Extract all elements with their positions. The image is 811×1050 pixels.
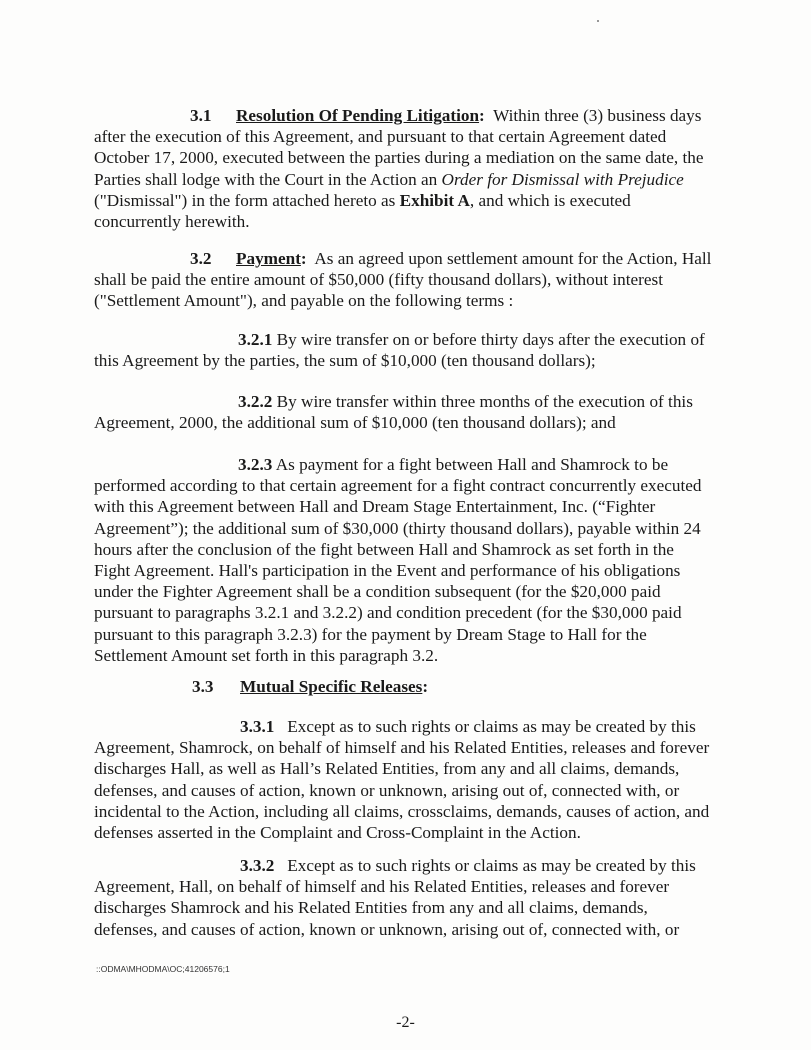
text-line: ("Settlement Amount"), and payable on the following terms : [94, 291, 514, 311]
colon: : [422, 677, 429, 696]
text-line: performed according to that certain agreement for a fight contract concurrently executed [94, 476, 702, 496]
text-line: Agreement, Shamrock, on behalf of himself and his Related Entities, releases and forever [94, 738, 710, 758]
text: As payment for a fight between Hall and Shamrock to be [275, 455, 669, 474]
text-line: pursuant to paragraphs 3.2.1 and 3.2.2) and condition precedent (for the $30,000 paid [94, 603, 682, 623]
text: ("Dismissal") in the form attached hereto as [94, 190, 400, 210]
text-line: Agreement”); the additional sum of $30,000 (thirty thousand dollars), payable within 24 [94, 518, 701, 538]
section-number: 3.3 [192, 677, 214, 696]
italic-phrase: Order for Dismissal with Prejudice [441, 169, 684, 189]
colon: : [479, 106, 485, 125]
section-3-3-2 [94, 855, 734, 940]
section-title: Mutual Specific Releases [240, 677, 423, 696]
text-line: incidental to the Action, including all claims, crossclaims, demands, causes of action, and [94, 801, 710, 821]
section-3-1 [94, 105, 734, 232]
text: Except as to such rights or claims as may be created by this [287, 856, 696, 875]
section-number: 3.2.3 [238, 455, 273, 474]
text-line: Agreement, 2000, the additional sum of $10,000 (ten thousand dollars); and [94, 413, 616, 433]
text-line: defenses asserted in the Complaint and Cross-Complaint in the Action. [94, 823, 581, 843]
text-line: discharges Shamrock and his Related Entities from any and all claims, demands, [94, 898, 648, 918]
text: By wire transfer on or before thirty days after the execution of [276, 330, 705, 349]
text-line: this Agreement by the parties, the sum of $10,000 (ten thousand dollars); [94, 351, 596, 371]
page-number: -2- [396, 1014, 415, 1031]
text-line: concurrently herewith. [94, 212, 250, 232]
section-number: 3.3.2 [240, 856, 275, 875]
text-line: under the Fighter Agreement shall be a condition subsequent (for the $20,000 paid [94, 582, 661, 602]
section-3-2 [94, 248, 734, 312]
text-line: shall be paid the entire amount of $50,000 (fifty thousand dollars), without interest [94, 270, 663, 290]
text: Parties shall lodge with the Court in the Action an [94, 169, 442, 189]
section-title: Resolution Of Pending Litigation [236, 106, 480, 125]
section-3-2-3 [94, 454, 734, 666]
section-number: 3.2 [190, 249, 212, 268]
section-number: 3.3.1 [240, 717, 275, 736]
text: Except as to such rights or claims as may be created by this [287, 717, 696, 736]
text-line: after the execution of this Agreement, and pursuant to that certain Agreement dated [94, 127, 667, 147]
text: By wire transfer within three months of the execution of this [276, 392, 693, 411]
text: Within three (3) business days [493, 106, 702, 125]
text: , and which is executed [469, 190, 631, 210]
scan-speck [597, 20, 599, 22]
colon: : [300, 249, 307, 268]
section-3-2-2 [94, 391, 734, 433]
text-line: pursuant to this paragraph 3.2.3) for the payment by Dream Stage to Hall for the [94, 624, 647, 644]
exhibit-reference: Exhibit A [399, 190, 470, 210]
text-line: Settlement Amount set forth in this paragraph 3.2. [94, 645, 439, 665]
section-3-3-1 [94, 716, 734, 843]
section-number: 3.2.2 [238, 392, 273, 411]
section-3-2-1 [94, 329, 734, 371]
section-title: Payment [236, 249, 301, 268]
section-number: 3.2.1 [238, 330, 273, 349]
text: As an agreed upon settlement amount for the Action, Hall [314, 249, 712, 268]
text-line: defenses, and causes of action, known or unknown, arising out of, connected with, or [94, 919, 680, 939]
document-id-footer: ::ODMA\MHODMA\OC;41206576;1 [96, 964, 230, 974]
text-line: Agreement, Hall, on behalf of himself and his Related Entities, releases and forever [94, 877, 670, 897]
text-line: discharges Hall, as well as Hall’s Related Entities, from any and all claims, demands, [94, 759, 680, 779]
text-line: defenses, and causes of action, known or unknown, arising out of, connected with, or [94, 780, 680, 800]
section-3-3 [94, 676, 734, 697]
text-line: hours after the conclusion of the fight between Hall and Shamrock as set forth in the [94, 539, 674, 559]
text-line: Fight Agreement. Hall's participation in the Event and performance of his obligations [94, 561, 681, 581]
text-line: October 17, 2000, executed between the parties during a mediation on the same date, the [94, 148, 704, 168]
section-number: 3.1 [190, 106, 212, 125]
text-line: with this Agreement between Hall and Dream Stage Entertainment, Inc. (“Fighter [94, 497, 656, 517]
